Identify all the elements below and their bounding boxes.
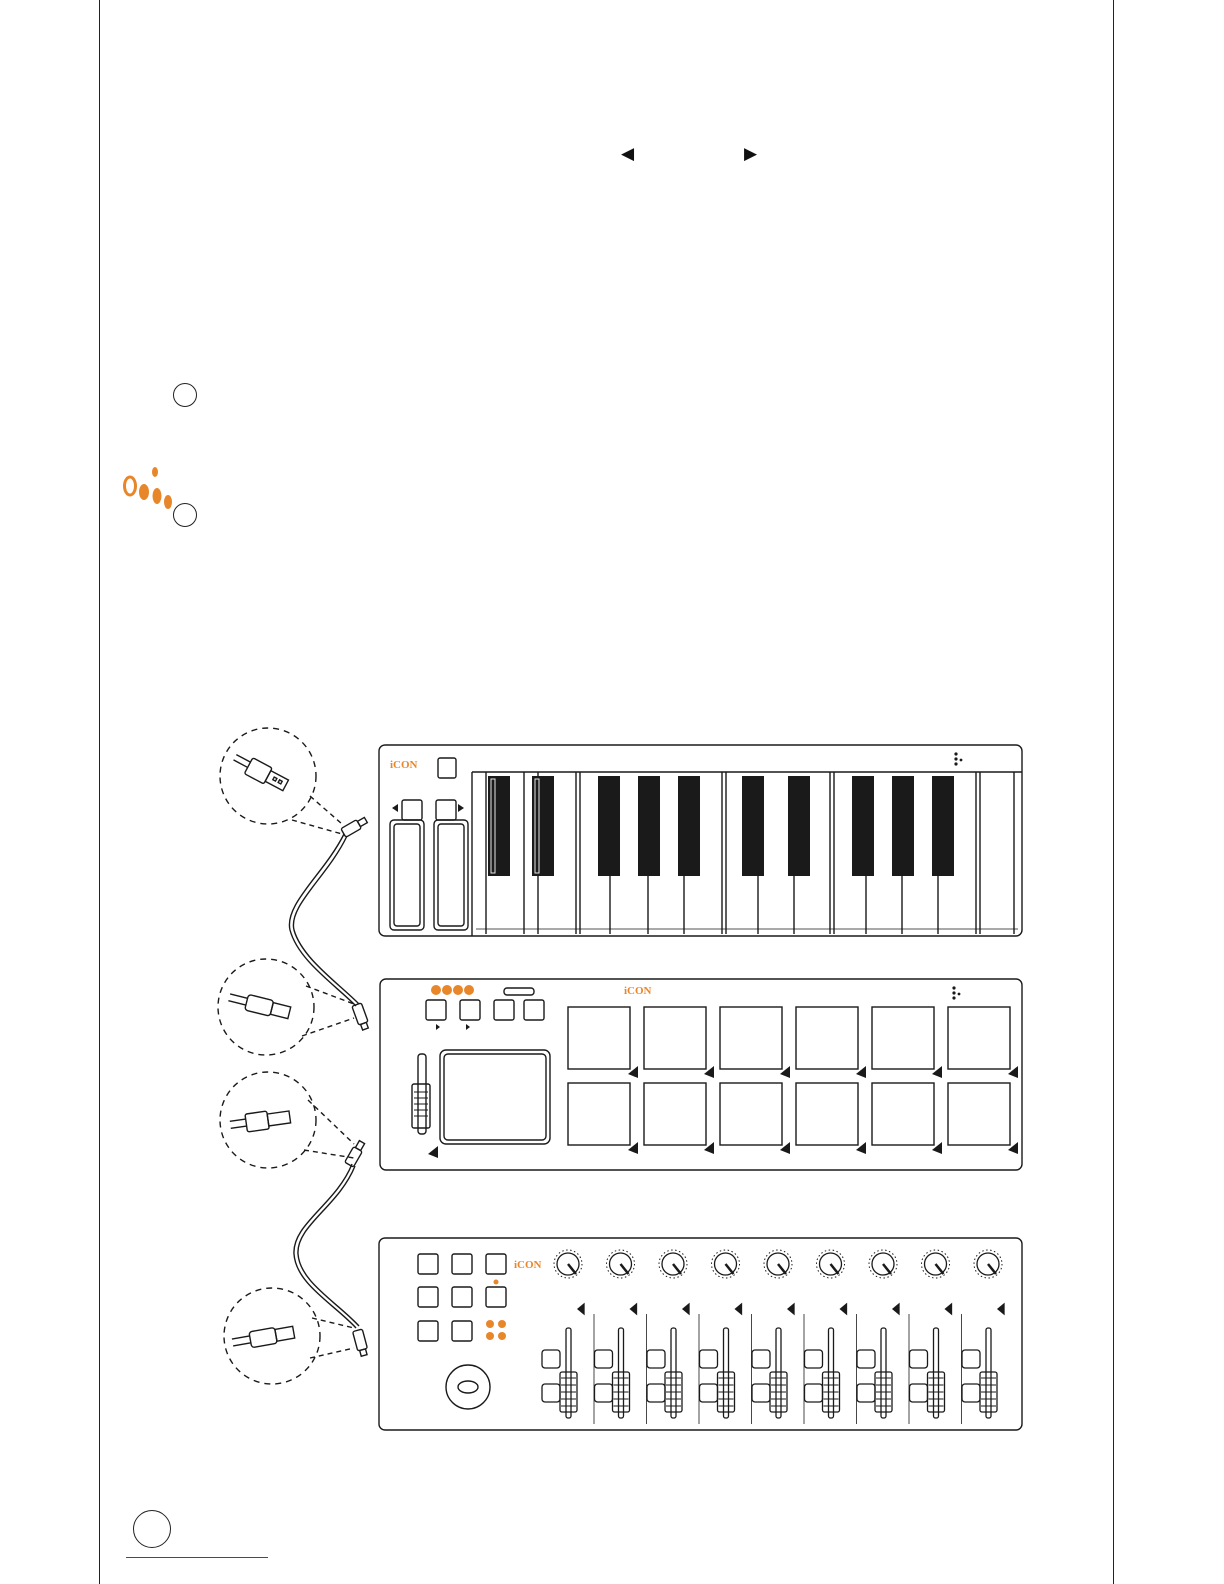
left-arrow-icon: ◀ bbox=[621, 144, 635, 163]
device-chain-illustration bbox=[214, 724, 1026, 1436]
keyboard-device bbox=[379, 745, 1022, 936]
pad-controller-brand-logo: iCON bbox=[624, 985, 652, 997]
right-arrow-icon: ▶ bbox=[744, 144, 758, 163]
fader-strips bbox=[542, 1250, 1004, 1424]
icon-brand-dots-icon bbox=[122, 466, 178, 512]
page-border-right bbox=[1113, 0, 1114, 1584]
fader-controller-brand-logo: iCON bbox=[514, 1259, 542, 1271]
step-marker-1 bbox=[173, 383, 197, 407]
page-border-left bbox=[99, 0, 100, 1584]
keyboard-brand-logo: iCON bbox=[390, 759, 418, 771]
footer-link-underline bbox=[126, 1557, 268, 1558]
page-number-circle bbox=[133, 1510, 171, 1548]
